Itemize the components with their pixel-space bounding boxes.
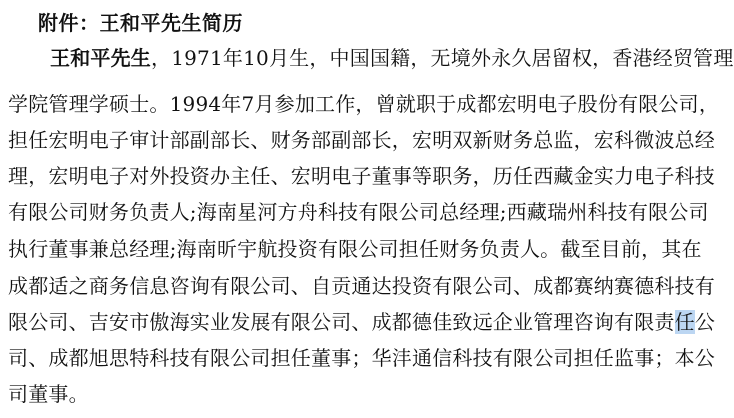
bio-line-3: 担任宏明电子审计部副部长、财务部副部长，宏明双新财务总监，宏科微波总经 — [8, 128, 715, 152]
bio-line-8 — [8, 308, 715, 336]
selected-text[interactable]: 任 — [674, 310, 695, 334]
attachment-title: 附件：王和平先生简历 — [38, 11, 243, 35]
bio-line-6: 执行董事兼总经理;海南昕宇航投资有限公司担任财务负责人。截至目前，其在 — [8, 237, 702, 261]
bio-line-5: 有限公司财务负责人;海南星河方舟科技有限公司总经理;西藏瑞州科技有限公司 — [8, 200, 709, 224]
bio-line-10: 司董事。 — [8, 382, 89, 406]
bio-line-9: 司、成都旭思特科技有限公司担任董事；华沣通信科技有限公司担任监事；本公 — [8, 346, 715, 370]
bio-line-7: 成都适之商务信息咨询有限公司、自贡通达投资有限公司、成都赛纳赛德科技有 — [8, 274, 715, 298]
bio-line-2: 学院管理学硕士。1994年7月参加工作，曾就职于成都宏明电子股份有限公司， — [8, 92, 720, 116]
bio-line-1 — [50, 44, 734, 72]
bio-line-8-text: 限公司、吉安市傲海实业发展有限公司、成都德佳致远企业管理咨询有限责 — [8, 310, 675, 334]
bio-line-8-tail: 公 — [694, 310, 716, 334]
bio-line-1-text: ，1971年10月生，中国国籍，无境外永久居留权，香港经贸管理 — [151, 46, 734, 70]
person-name: 王和平先生 — [50, 46, 151, 70]
bio-line-4: 理，宏明电子对外投资办主任、宏明电子董事等职务，历任西藏金实力电子科技 — [8, 164, 715, 188]
